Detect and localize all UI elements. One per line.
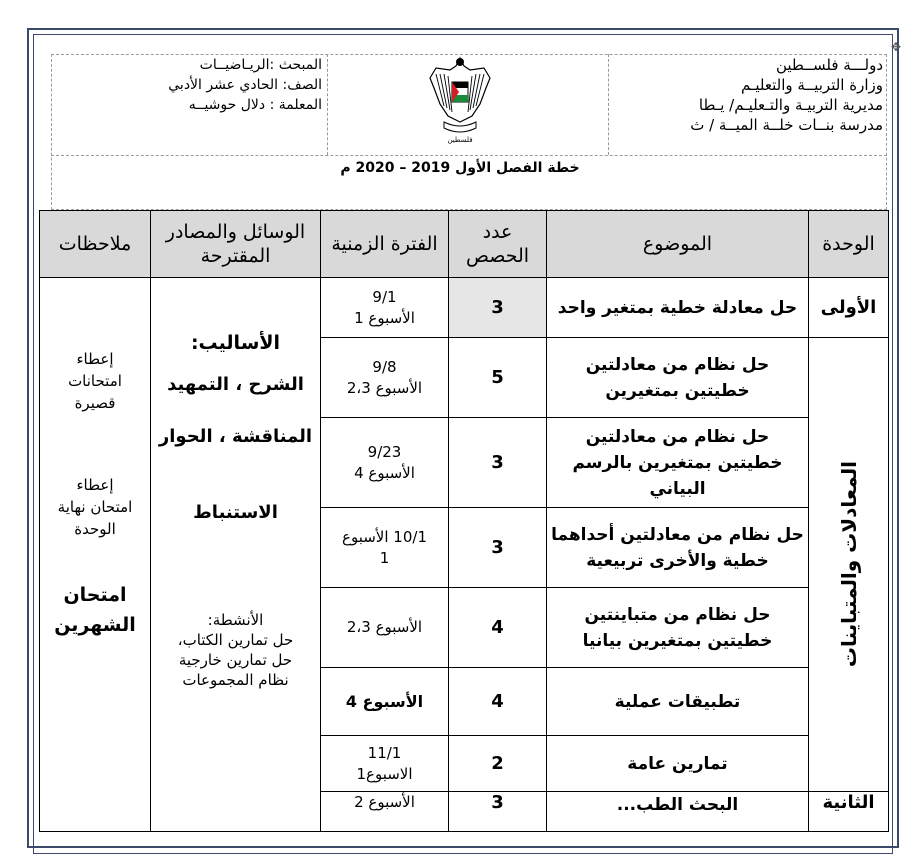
methods-line: الاستنباط <box>193 502 278 523</box>
subject-info <box>80 55 322 115</box>
unit-cell: الأولى <box>809 278 889 338</box>
topic-cell: البحث الطب... <box>547 792 809 832</box>
note-text: الوحدة <box>74 520 116 538</box>
plan-title: خطة الفصل الأول 2019 – 2020 م <box>340 160 580 176</box>
note-text: قصيرة <box>74 394 116 412</box>
period-cell <box>321 792 449 832</box>
topic-cell: حل نظام من معادلتين خطيتين بمتغيرين <box>547 338 809 418</box>
methods-title: الأساليب: <box>190 332 281 354</box>
count-cell: 5 <box>449 338 547 418</box>
methods-line: المناقشة ، الحوار <box>158 426 313 447</box>
period-cell <box>321 668 449 736</box>
palestine-emblem-icon <box>428 52 492 144</box>
period-date: 11/1 <box>367 743 402 762</box>
activities-title: الأنشطة: <box>207 611 264 629</box>
header-unit: الوحدة <box>809 211 889 278</box>
plan-table <box>39 210 889 832</box>
state-name: دولـــة فلســطين <box>775 56 883 74</box>
table-row <box>40 278 889 338</box>
count-cell: 3 <box>449 418 547 508</box>
note-text: امتحان نهاية <box>57 498 133 516</box>
period-cell <box>321 588 449 668</box>
header-column-divider-left <box>327 54 328 155</box>
period-date: 9/1 <box>372 287 397 306</box>
header-means: الوسائل والمصادر المقترحة <box>151 211 321 278</box>
period-cell <box>321 508 449 588</box>
period-week: الأسبوع 1 <box>354 308 415 327</box>
period-week: الأسبوع 4 <box>345 692 424 711</box>
activities-line: حل تمارين خارجية <box>178 651 293 669</box>
period-week: الأسبوع 4 <box>354 463 415 482</box>
school-info <box>608 55 883 135</box>
period-date: 9/23 <box>367 442 402 461</box>
teacher-line: المعلمة : دلال حوشيــه <box>188 97 322 113</box>
period-cell <box>321 338 449 418</box>
count-cell: 3 <box>449 792 547 832</box>
unit-cell <box>809 338 889 792</box>
notes-cell <box>40 278 151 832</box>
move-handle-icon[interactable]: ✥ <box>891 40 902 54</box>
topic-cell: حل نظام من متباينتين خطيتين بمتغيرين بيانيا <box>547 588 809 668</box>
topic-cell: حل نظام من معادلتين أحداهما خطية والأخرى تربيعية <box>547 508 809 588</box>
means-cell <box>151 278 321 832</box>
topic-cell: تطبيقات عملية <box>547 668 809 736</box>
methods-line: الشرح ، التمهيد <box>167 374 304 395</box>
note-text: امتحان <box>63 584 127 606</box>
class-line: الصف: الحادي عشر الأدبي <box>168 77 322 93</box>
header-period: الفترة الزمنية <box>321 211 449 278</box>
period-week: الأسبوع 2،3 <box>346 618 423 636</box>
directorate-name: مديرية التربيـة والتـعليـم/ يـطا <box>698 96 883 114</box>
unit-title-vertical: المعادلات والمتباينات <box>836 461 861 668</box>
unit-cell: الثانية <box>809 792 889 832</box>
header-topic: الموضوع <box>547 211 809 278</box>
header-count: عدد الحصص <box>449 211 547 278</box>
period-week: الأسبوع 2،3 <box>346 378 423 397</box>
activities-line: حل تمارين الكتاب، <box>177 631 294 649</box>
note-text: إعطاء <box>76 350 114 368</box>
period-week: 1 <box>379 548 390 567</box>
period-date: 10/1 الأسبوع <box>342 527 427 546</box>
note-text: امتحانات <box>68 372 122 390</box>
table-header-row <box>40 211 889 278</box>
header-divider <box>51 155 887 156</box>
activities-line: نظام المجموعات <box>182 671 289 689</box>
note-text: إعطاء <box>76 476 114 494</box>
period-date: 9/8 <box>372 357 397 376</box>
count-cell: 2 <box>449 736 547 792</box>
period-cell <box>321 736 449 792</box>
topic-cell: حل معادلة خطية بمتغير واحد <box>547 278 809 338</box>
header-notes: ملاحظات <box>40 211 151 278</box>
note-text: الشهرين <box>54 614 136 636</box>
ministry-name: وزارة التربيــة والتعليـم <box>741 76 883 94</box>
period-week: الاسبوع1 <box>356 764 413 783</box>
count-cell: 4 <box>449 588 547 668</box>
count-cell: 4 <box>449 668 547 736</box>
topic-cell: حل نظام من معادلتين خطيتين بمتغيرين بالرسم البياني <box>547 418 809 508</box>
topic-cell: تمارين عامة <box>547 736 809 792</box>
count-cell: 3 <box>449 508 547 588</box>
svg-text:فلسطين: فلسطين <box>447 136 473 144</box>
period-cell <box>321 278 449 338</box>
period-week: الأسبوع 2 <box>354 793 415 811</box>
period-cell <box>321 418 449 508</box>
school-name: مدرسة بنــات خلــة الميــة / ث <box>690 116 883 134</box>
count-cell: 3 <box>449 278 547 338</box>
subject-line: المبحث :الريـاضيــات <box>199 57 322 73</box>
